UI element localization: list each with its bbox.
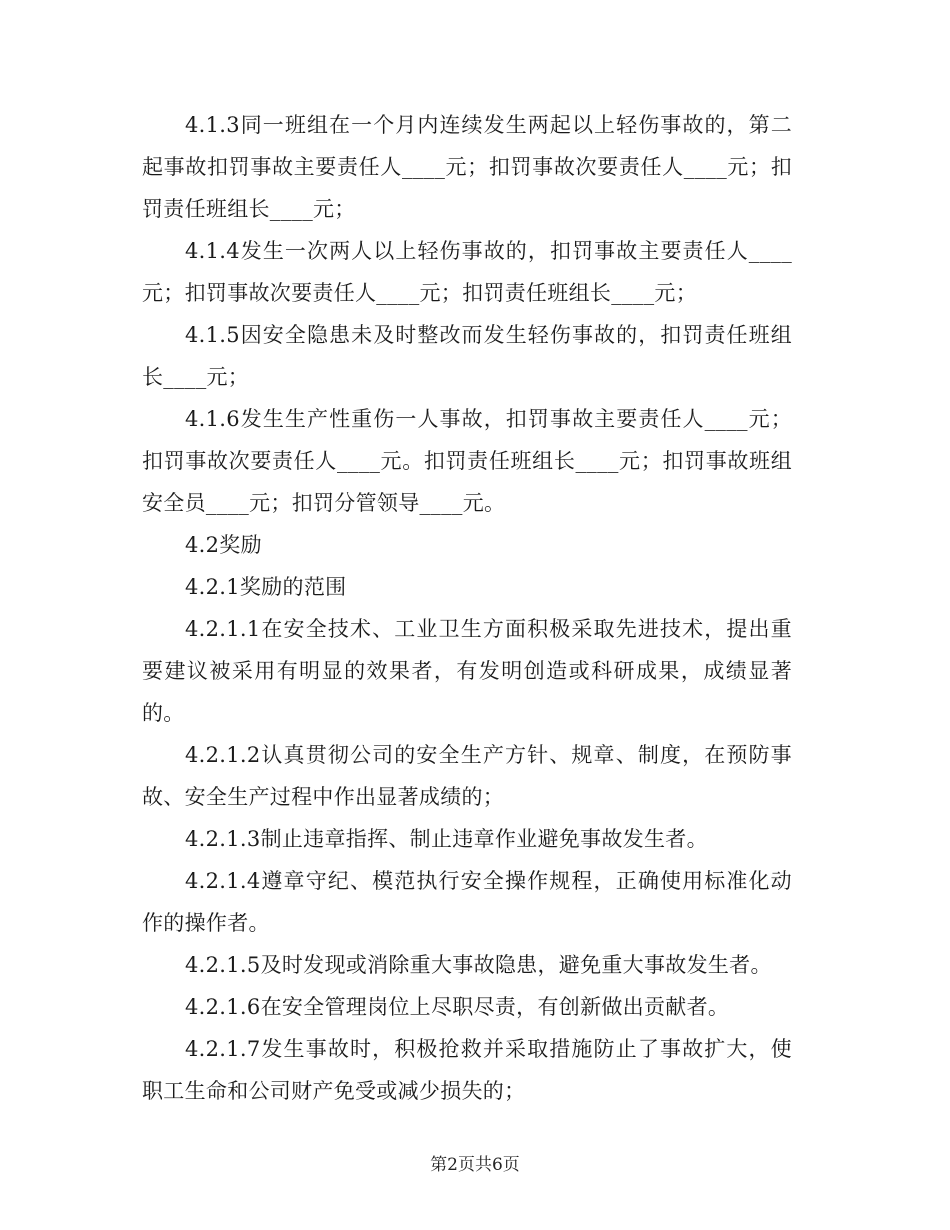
section-heading: 4.2奖励 bbox=[185, 533, 262, 557]
paragraph: 4.1.6发生生产性重伤一人事故，扣罚事故主要责任人____元；扣罚事故次要责任人____元。扣罚责任班组长____元；扣罚事故班组安全员____元；扣罚分管领导____元。 bbox=[142, 407, 792, 515]
paragraph: 4.1.5因安全隐患未及时整改而发生轻伤事故的，扣罚责任班组长____元； bbox=[142, 323, 792, 389]
paragraph: 4.2.1.1在安全技术、工业卫生方面积极采取先进技术，提出重要建议被采用有明显的效果者，有发明创造或科研成果，成绩显著的。 bbox=[142, 617, 792, 725]
paragraph: 4.2.1.4遵章守纪、模范执行安全操作规程，正确使用标准化动作的操作者。 bbox=[142, 869, 792, 935]
page-number-footer: 第2页共6页 bbox=[430, 1155, 520, 1175]
subsection-heading: 4.2.1奖励的范围 bbox=[185, 575, 347, 599]
paragraph: 4.2.1.3制止违章指挥、制止违章作业避免事故发生者。 bbox=[185, 827, 708, 851]
paragraph: 4.2.1.2认真贯彻公司的安全生产方针、规章、制度，在预防事故、安全生产过程中作出显著成绩的； bbox=[142, 743, 792, 809]
document-body bbox=[142, 104, 792, 1112]
paragraph: 4.1.4发生一次两人以上轻伤事故的，扣罚事故主要责任人____元；扣罚事故次要责任人____元；扣罚责任班组长____元； bbox=[142, 239, 792, 305]
paragraph: 4.2.1.5及时发现或消除重大事故隐患，避免重大事故发生者。 bbox=[185, 953, 772, 977]
paragraph: 4.2.1.6在安全管理岗位上尽职尽责，有创新做出贡献者。 bbox=[185, 995, 730, 1019]
paragraph: 4.2.1.7发生事故时，积极抢救并采取措施防止了事故扩大，使职工生命和公司财产免受或减少损失的； bbox=[142, 1037, 792, 1103]
paragraph: 4.1.3同一班组在一个月内连续发生两起以上轻伤事故的，第二起事故扣罚事故主要责任人____元；扣罚事故次要责任人____元；扣罚责任班组长____元； bbox=[142, 113, 792, 221]
